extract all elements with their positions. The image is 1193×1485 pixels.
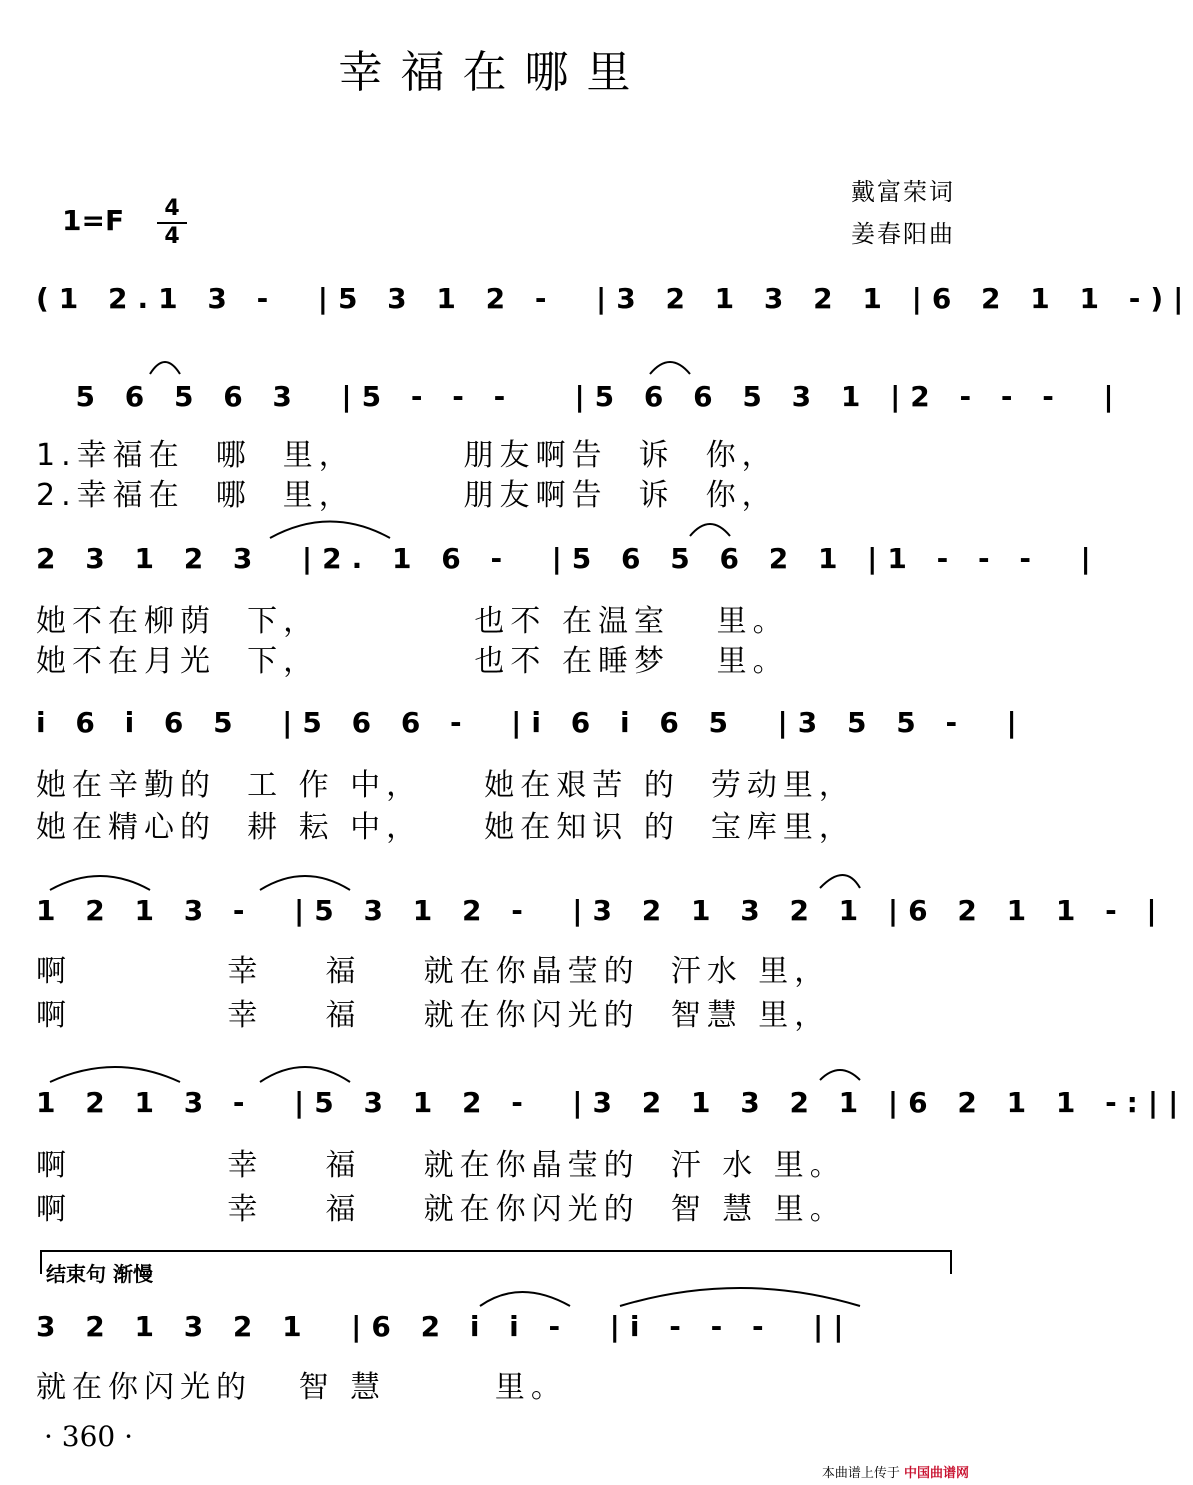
notation-row-3: i 6 i 6 5 |5 6 6 - |i 6 i 6 5 |3 5 5 - |	[36, 706, 1027, 739]
notation-row-ending: 3 2 1 3 2 1 |6 2 i i - |i - - - ||	[36, 1310, 854, 1343]
slur	[270, 522, 390, 539]
page-number: · 360 ·	[44, 1420, 134, 1453]
notation-row-2: 2 3 1 2 3 |2. 1 6 - |5 6 5 6 2 1 |1 - - - |	[36, 542, 1101, 575]
lyricist-credit: 戴富荣词	[851, 178, 955, 206]
lyric-row-1-verse-1: 1.幸福在 哪 里， 朋友啊告 诉 你，	[36, 438, 778, 473]
lyric-row-3-verse-2: 她在精心的 耕 耘 中， 她在知识 的 宝库里，	[36, 810, 855, 845]
footer-brand: 中国曲谱网	[903, 1466, 969, 1481]
time-denominator: 4	[164, 224, 180, 249]
lyric-row-5-verse-1: 啊 幸 福 就在你晶莹的 汗 水 里。	[36, 1148, 846, 1183]
key-signature: 1=F	[62, 204, 125, 237]
lyric-row-4-verse-1: 啊 幸 福 就在你晶莹的 汗水 里，	[36, 954, 831, 989]
lyric-row-2-verse-1: 她不在柳荫 下， 也不 在温室 里。	[36, 604, 789, 639]
slur	[260, 876, 350, 890]
slur	[620, 1288, 860, 1306]
footer-prefix: 本曲谱上传于	[821, 1466, 900, 1481]
slur	[820, 1070, 860, 1080]
lyric-row-4-verse-2: 啊 幸 福 就在你闪光的 智慧 里，	[36, 998, 831, 1033]
notation-row-5: 1 2 1 3 - |5 3 1 2 - |3 2 1 3 2 1 |6 2 1 1 -:||	[36, 1086, 1189, 1119]
lyric-row-2-verse-2: 她不在月光 下， 也不 在睡梦 里。	[36, 644, 789, 679]
lyric-row-3-verse-1: 她在辛勤的 工 作 中， 她在艰苦 的 劳动里，	[36, 768, 855, 803]
footer-credit	[822, 1462, 969, 1481]
slur	[50, 1067, 180, 1082]
slur	[150, 362, 180, 374]
notation-row-intro: (1 2.1 3 - |5 3 1 2 - |3 2 1 3 2 1 |6 2 1 1 -)|	[36, 282, 1193, 315]
lyric-row-5-verse-2: 啊 幸 福 就在你闪光的 智 慧 里。	[36, 1192, 846, 1227]
composer-credit: 姜春阳曲	[851, 220, 955, 248]
time-signature	[157, 198, 187, 248]
notation-row-4: 1 2 1 3 - |5 3 1 2 - |3 2 1 3 2 1 |6 2 1 1 - |	[36, 894, 1167, 927]
notation-row-1: 5 6 5 6 3 |5 - - - |5 6 6 5 3 1 |2 - - - |	[36, 380, 1124, 413]
slur	[480, 1292, 570, 1306]
time-numerator: 4	[164, 196, 180, 221]
lyric-row-ending: 就在你闪光的 智 慧 里。	[36, 1370, 567, 1405]
slur	[260, 1067, 350, 1082]
slur	[650, 362, 690, 374]
ending-label: 结束句 渐慢	[46, 1262, 153, 1286]
slur	[820, 875, 860, 888]
slur	[690, 524, 730, 536]
lyric-row-1-verse-2: 2.幸福在 哪 里， 朋友啊告 诉 你，	[36, 478, 778, 513]
slur	[50, 876, 150, 890]
song-title: 幸福在哪里	[338, 47, 649, 98]
ending-bracket	[40, 1250, 952, 1274]
